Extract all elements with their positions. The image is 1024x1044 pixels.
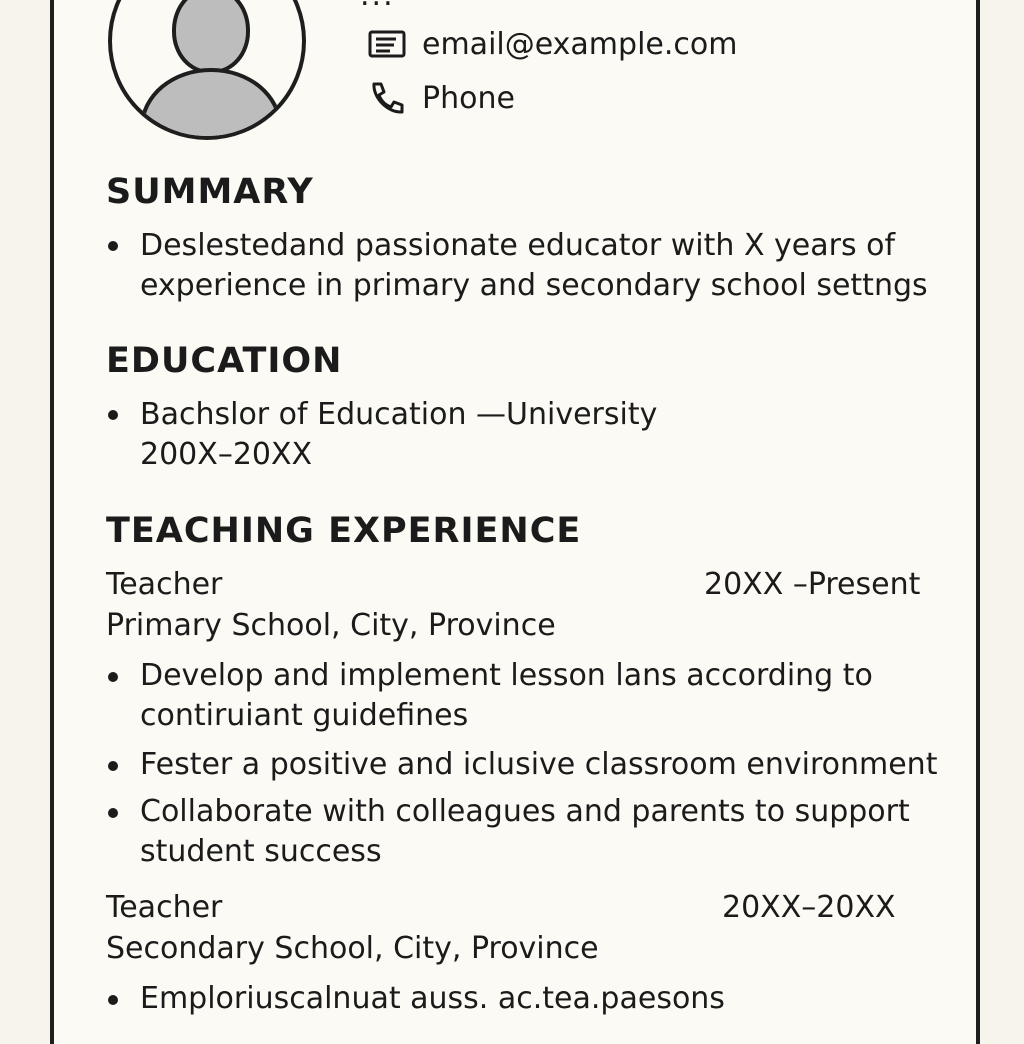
job-1-org: Primary School, City, Province	[106, 608, 556, 643]
education-line-2: 200X–20XX	[140, 437, 313, 472]
phone-icon	[366, 80, 410, 116]
avatar-head-shape	[172, 0, 250, 74]
job-1-bullet-1-line-1: Develop and implement lesson lans according to	[140, 658, 873, 693]
education-bullet	[108, 410, 118, 420]
phone-text: Phone	[422, 80, 515, 116]
job-1-bullet-2	[108, 761, 118, 771]
education-heading: EDUCATION	[106, 341, 343, 381]
summary-heading: SUMMARY	[106, 172, 314, 212]
job-1-bullet-1-line-2: contiruiant guidefines	[140, 698, 469, 733]
job-1-bullet-1	[108, 672, 118, 682]
experience-heading: TEACHING EXPERIENCE	[106, 511, 582, 551]
contact-phone	[366, 80, 515, 116]
email-text: email@example.com	[422, 26, 738, 62]
email-icon	[366, 26, 410, 62]
summary-bullet	[108, 241, 118, 251]
job-1-bullet-3-line-1: Collaborate with colleagues and parents to support	[140, 794, 910, 829]
job-1-bullet-2-line-1: Fester a positive and iclusive classroom environment	[140, 747, 938, 782]
job-2-bullet-1-line-1: Emploriuscalnuat auss. ac.tea.paesons	[140, 981, 725, 1016]
job-1-title: Teacher	[106, 567, 223, 602]
job-2-bullet-1	[108, 995, 118, 1005]
summary-line-2: experience in primary and secondary school settngs	[140, 268, 928, 303]
avatar-body-shape	[140, 68, 282, 140]
job-2-org: Secondary School, City, Province	[106, 931, 599, 966]
job-2-dates: 20XX–20XX	[722, 890, 896, 925]
job-1-bullet-3	[108, 808, 118, 818]
name-fragment	[360, 0, 395, 13]
job-1-bullet-3-line-2: student success	[140, 834, 382, 869]
job-1-dates: 20XX –Present	[704, 567, 921, 602]
education-line-1: Bachslor of Education —University	[140, 397, 658, 432]
job-2-title: Teacher	[106, 890, 223, 925]
summary-line-1: Deslestedand passionate educator with X years of	[140, 228, 896, 263]
contact-email	[366, 26, 737, 62]
